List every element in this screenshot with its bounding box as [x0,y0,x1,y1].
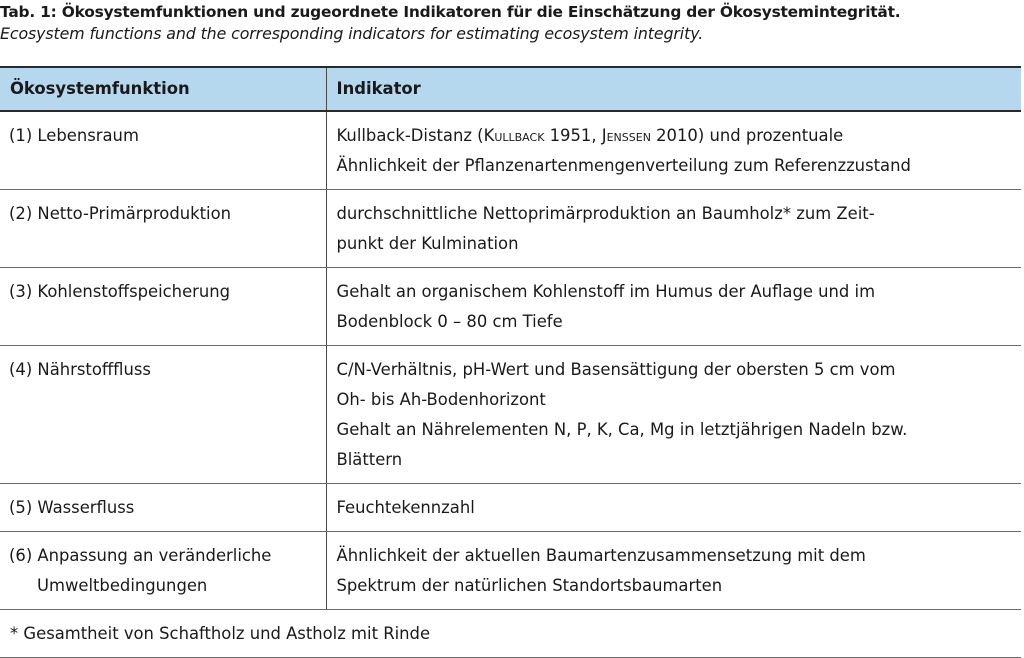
indicator-line: C/N-Verhältnis, pH-Wert und Basensättigung der obersten 5 cm vom [336,360,896,379]
indicator-cell [326,111,1021,190]
function-label: (4) Nährstofffluss [9,360,151,379]
indicator-line: Bodenblock 0 – 80 cm Tiefe [336,312,563,331]
table-row [0,532,1021,610]
function-label: (3) Kohlenstoffspeicherung [9,282,231,301]
table-footnote: * Gesamtheit von Schaftholz und Astholz mit Rinde [0,610,1021,658]
function-cell [0,111,326,190]
caption-title-german: Tab. 1: Ökosystemfunktionen und zugeordnete Indikatoren für die Einschätzung der Ökosystemintegrität. [0,3,901,21]
indicator-line: Blättern [336,450,403,469]
table-header-row [0,67,1021,111]
table-row [0,268,1021,346]
table-row [0,111,1021,190]
citation-author: Jenssen [601,126,651,145]
indicator-line: Ähnlichkeit der Pflanzenartenmengenverteilung zum Referenzzustand [336,156,911,175]
function-cell [0,268,326,346]
function-cell [0,190,326,268]
function-label: (6) Anpassung an veränderliche [9,546,272,565]
function-label: (5) Wasserfluss [9,498,135,517]
caption-title-english: Ecosystem functions and the corresponding indicators for estimating ecosystem integrity. [0,24,704,43]
indicator-line [337,121,1012,151]
function-label: (1) Lebensraum [9,126,139,145]
indicator-cell [326,268,1021,346]
function-cell [0,346,326,484]
indicator-line: Gehalt an Nährelementen N, P, K, Ca, Mg in letztjährigen Nadeln bzw. [336,420,908,439]
indicator-line: Oh- bis Ah-Bodenhorizont [336,390,546,409]
function-label-continuation: Umweltbedingungen [37,576,208,595]
indicator-text: 1951, [544,126,602,145]
citation-author: Kullback [483,126,545,145]
indicator-text: 2010) und prozentuale [650,126,844,145]
indicator-table [0,66,1021,658]
indicator-text: Kullback-Distanz ( [336,126,484,145]
table-caption [0,0,1024,45]
indicator-cell [326,190,1021,268]
indicator-cell [326,532,1021,610]
table-row [0,190,1021,268]
indicator-cell [326,484,1021,532]
column-header-function: Ökosystemfunktion [0,67,326,111]
table-row [0,346,1021,484]
table-footnote-row [0,610,1021,658]
column-header-indicator: Indikator [326,67,1021,111]
indicator-cell [326,346,1021,484]
function-cell [0,484,326,532]
function-cell [0,532,326,610]
indicator-line: Ähnlichkeit der aktuellen Baumartenzusammensetzung mit dem [336,546,866,565]
indicator-line: durchschnittliche Nettoprimärproduktion an Baumholz* zum Zeit- [336,204,875,223]
table-row [0,484,1021,532]
function-label: (2) Netto-Primärproduktion [9,204,232,223]
indicator-line: Gehalt an organischem Kohlenstoff im Humus der Auflage und im [336,282,876,301]
indicator-line: Feuchtekennzahl [336,498,475,517]
indicator-line: Spektrum der natürlichen Standortsbaumarten [336,576,723,595]
indicator-line: punkt der Kulmination [336,234,519,253]
